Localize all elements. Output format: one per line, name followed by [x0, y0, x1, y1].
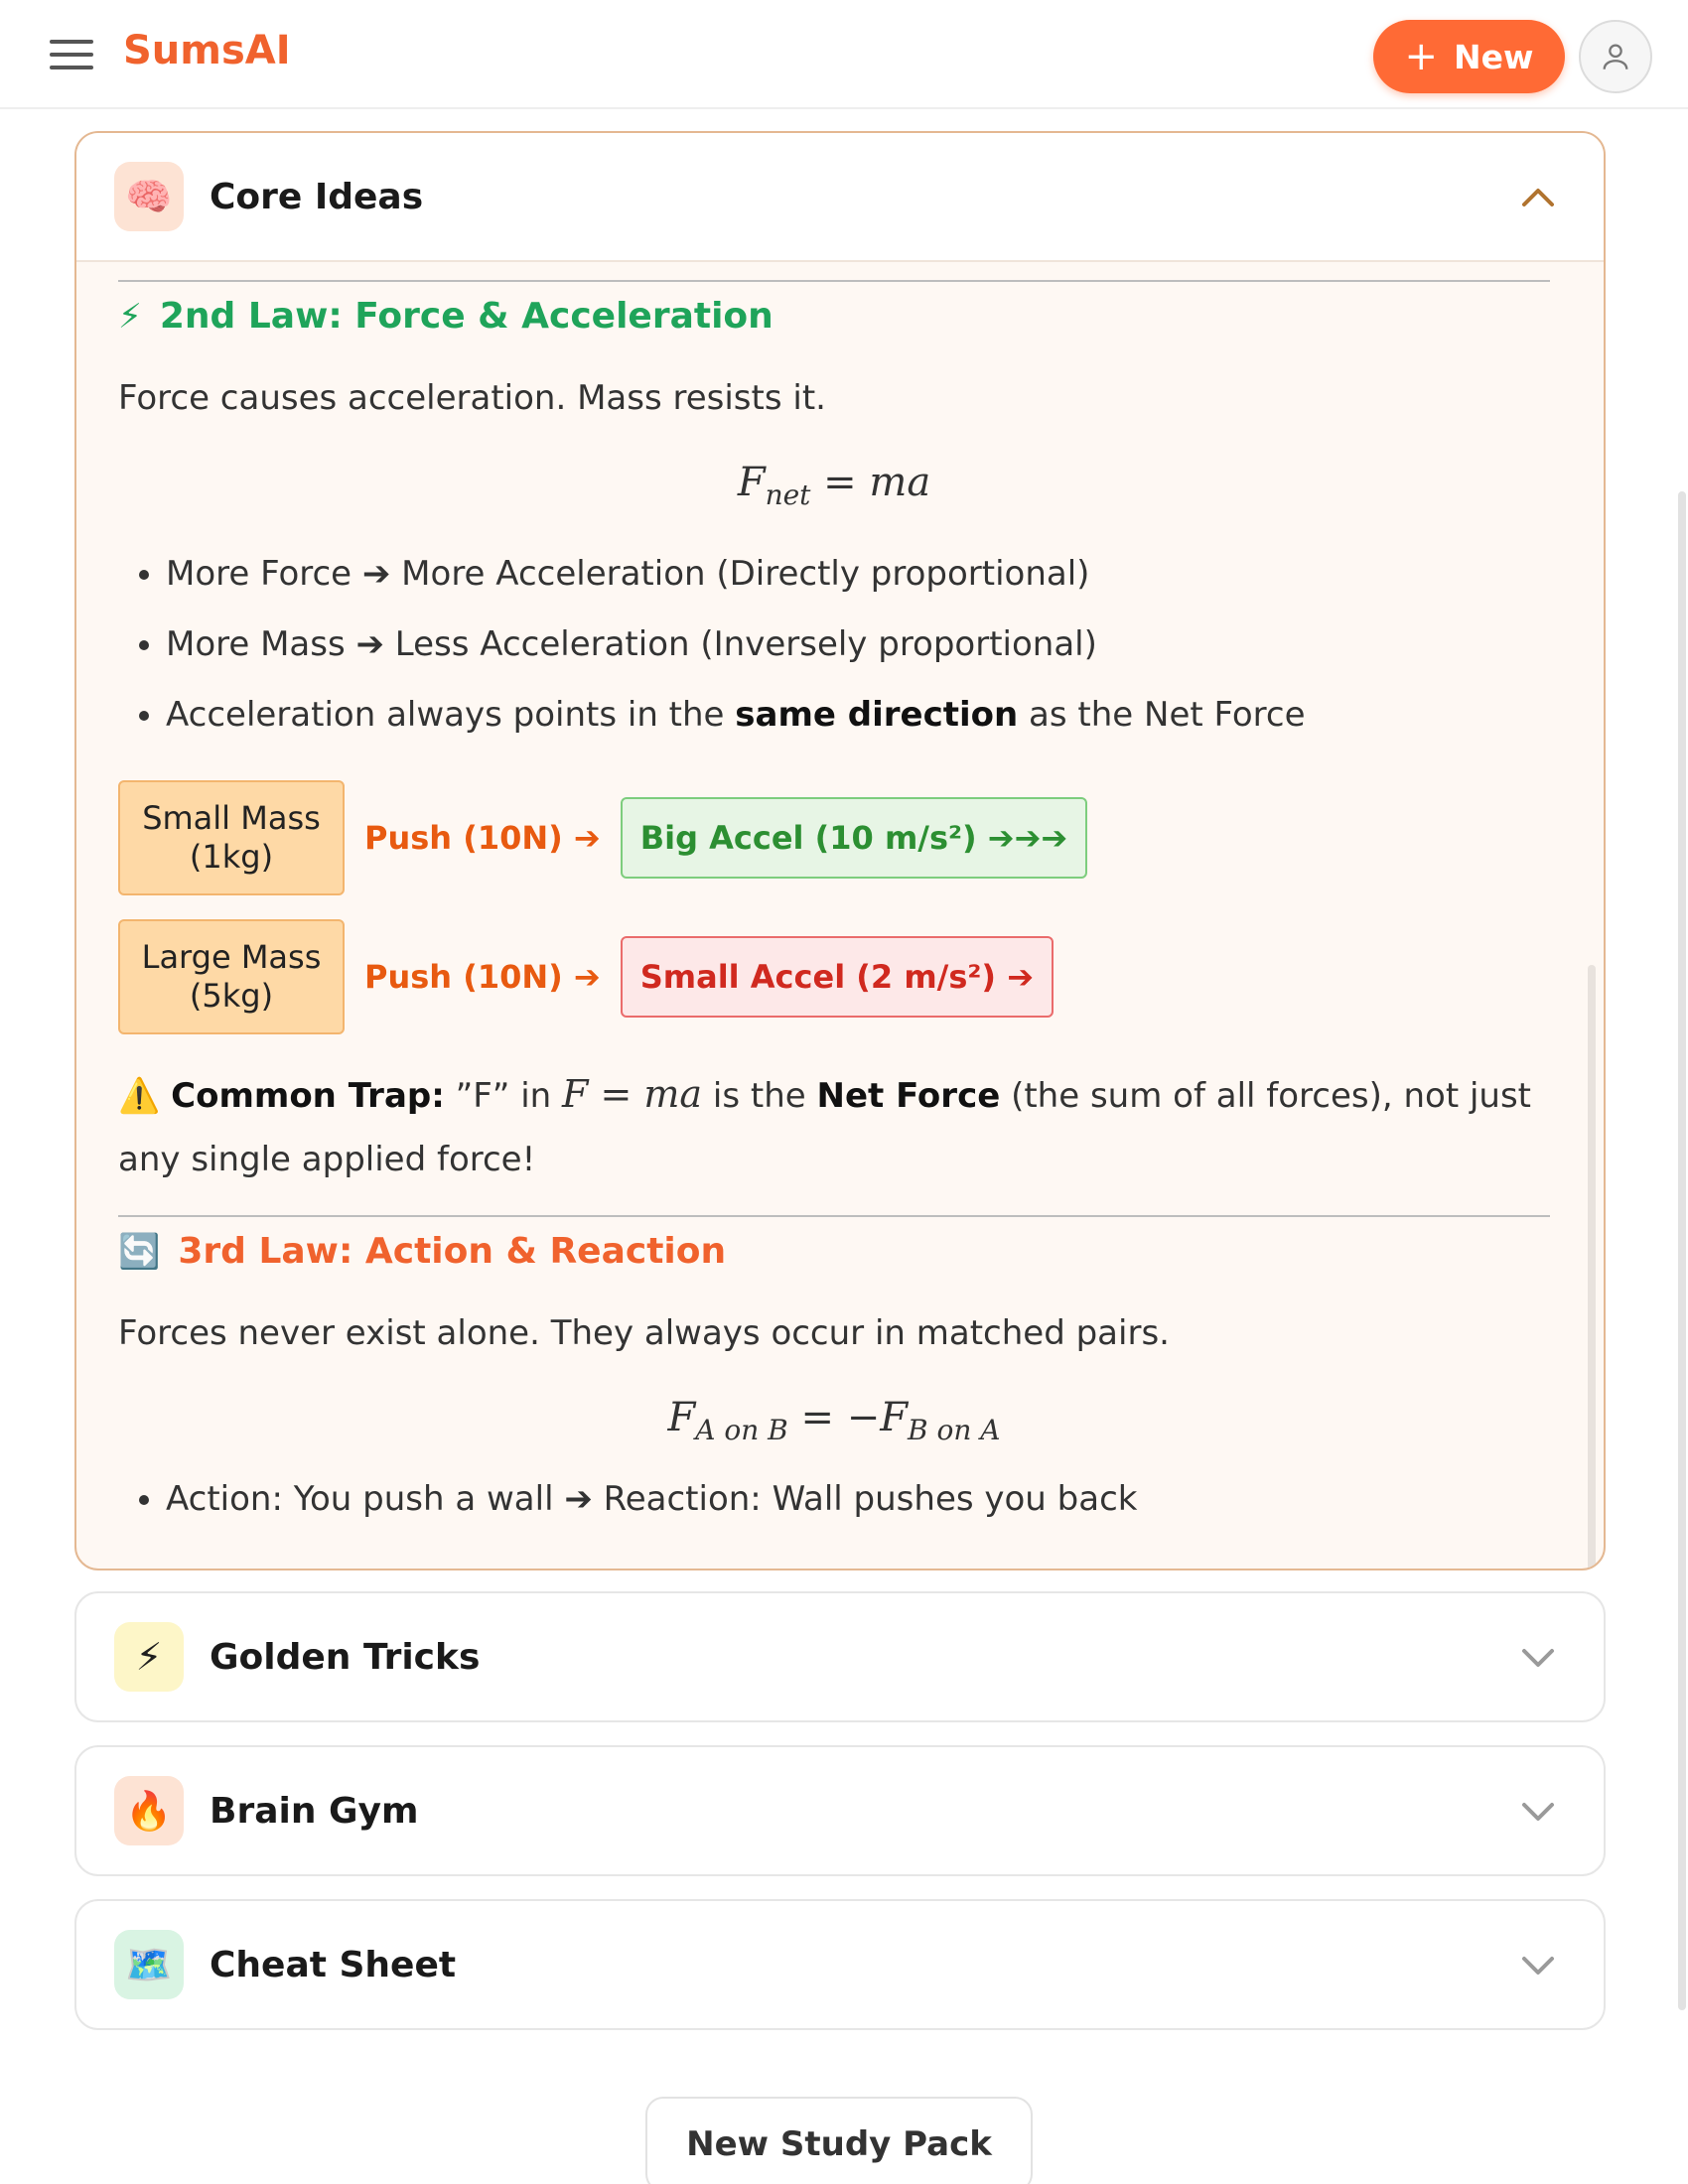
third-law-intro: Forces never exist alone. They always occur in matched pairs. [118, 1313, 1170, 1354]
common-trap-note [118, 1062, 1550, 1191]
diagram-row-large-mass [118, 919, 1550, 1034]
new-button-label: New [1454, 37, 1534, 76]
mass-box [118, 919, 345, 1034]
third-law-bullets [118, 1464, 1550, 1535]
trap-mid: is the [702, 1076, 817, 1117]
trap-bold: Net Force [816, 1076, 1001, 1117]
list-item: • More Mass ➔ Less Acceleration (Inversely proportional) [166, 610, 1550, 680]
formula-f: F [737, 460, 766, 506]
lightning-icon: ⚡ [118, 296, 142, 337]
bullet3-bold: same direction [735, 695, 1019, 736]
core-ideas-content [76, 280, 1604, 1535]
chevron-down-icon[interactable] [1520, 1641, 1556, 1673]
formula-sub2: B on A [907, 1414, 1001, 1447]
plus-icon: + [1404, 34, 1438, 79]
mass-label: Large Mass [141, 938, 322, 977]
brain-gym-title: Brain Gym [210, 1790, 419, 1832]
new-button[interactable] [1373, 20, 1565, 93]
list-item: • More Force ➔ More Acceleration (Directly proportional) [166, 539, 1550, 610]
second-law-heading-text: 2nd Law: Force & Acceleration [159, 296, 774, 337]
new-study-pack-button[interactable]: New Study Pack [645, 2097, 1033, 2184]
user-avatar[interactable] [1579, 20, 1652, 93]
mass-box [118, 780, 345, 895]
list-item: • Action: You push a wall ➔ Reaction: Wall pushes you back [166, 1464, 1550, 1535]
brand-logo[interactable]: SumsAI [123, 28, 291, 73]
fire-icon: 🔥 [114, 1776, 184, 1845]
chevron-up-icon[interactable] [1520, 181, 1556, 212]
third-law-heading [118, 1231, 1550, 1272]
diagram-row-small-mass [118, 780, 1550, 895]
user-icon [1599, 40, 1632, 73]
card-scrollbar[interactable] [1588, 965, 1596, 1570]
golden-tricks-card[interactable] [74, 1591, 1606, 1722]
bullet3-post: as the Net Force [1018, 695, 1306, 736]
cheat-sheet-title: Cheat Sheet [210, 1944, 457, 1985]
golden-tricks-title: Golden Tricks [210, 1636, 481, 1678]
formula-sub1: A on B [695, 1414, 788, 1447]
formula-rest: = ma [810, 460, 931, 506]
second-law-formula [118, 460, 1550, 511]
section-divider [118, 280, 1550, 282]
mass-value: (1kg) [189, 838, 274, 877]
formula-eq: = −F [787, 1395, 908, 1441]
big-accel-box: Big Accel (10 m/s²) ➔➔➔ [621, 797, 1088, 879]
mass-value: (5kg) [189, 977, 274, 1016]
second-law-heading [118, 296, 1550, 337]
second-law-intro: Force causes acceleration. Mass resists it. [118, 378, 826, 418]
second-law-bullets [118, 539, 1550, 751]
page-scrollbar-thumb[interactable] [1678, 491, 1686, 2010]
core-ideas-title: Core Ideas [210, 176, 424, 217]
cheat-sheet-card[interactable] [74, 1899, 1606, 2030]
trap-math: F = ma [562, 1072, 703, 1117]
trap-label: Common Trap: [171, 1076, 445, 1117]
third-law-formula [118, 1395, 1550, 1446]
push-label: Push (10N) ➔ [364, 819, 601, 858]
core-ideas-header[interactable] [76, 133, 1604, 262]
core-ideas-card [74, 131, 1606, 1570]
bullet3-pre: Acceleration always points in the [166, 695, 736, 736]
lightning-icon: ⚡ [114, 1622, 184, 1692]
chevron-down-icon[interactable] [1520, 1795, 1556, 1827]
list-item [166, 680, 1550, 751]
trap-post: (the sum of all forces), not just any single applied force! [118, 1076, 1532, 1180]
menu-icon[interactable] [50, 40, 93, 69]
formula-f1: F [667, 1395, 696, 1441]
brain-gym-card[interactable] [74, 1745, 1606, 1876]
brain-icon: 🧠 [114, 162, 184, 231]
third-law-heading-text: 3rd Law: Action & Reaction [178, 1231, 727, 1273]
mass-label: Small Mass [142, 799, 321, 838]
map-icon: 🗺️ [114, 1930, 184, 1999]
formula-sub-net: net [765, 478, 811, 512]
trap-pre: ”F” in [444, 1076, 563, 1117]
top-bar [0, 0, 1688, 109]
small-accel-box: Small Accel (2 m/s²) ➔ [621, 936, 1054, 1018]
warning-icon: ⚠️ [118, 1076, 161, 1117]
section-divider [118, 1215, 1550, 1217]
arrows-cycle-icon: 🔄 [118, 1231, 161, 1272]
page-scrollbar[interactable] [1674, 109, 1688, 2184]
push-label: Push (10N) ➔ [364, 958, 601, 997]
chevron-down-icon[interactable] [1520, 1949, 1556, 1980]
